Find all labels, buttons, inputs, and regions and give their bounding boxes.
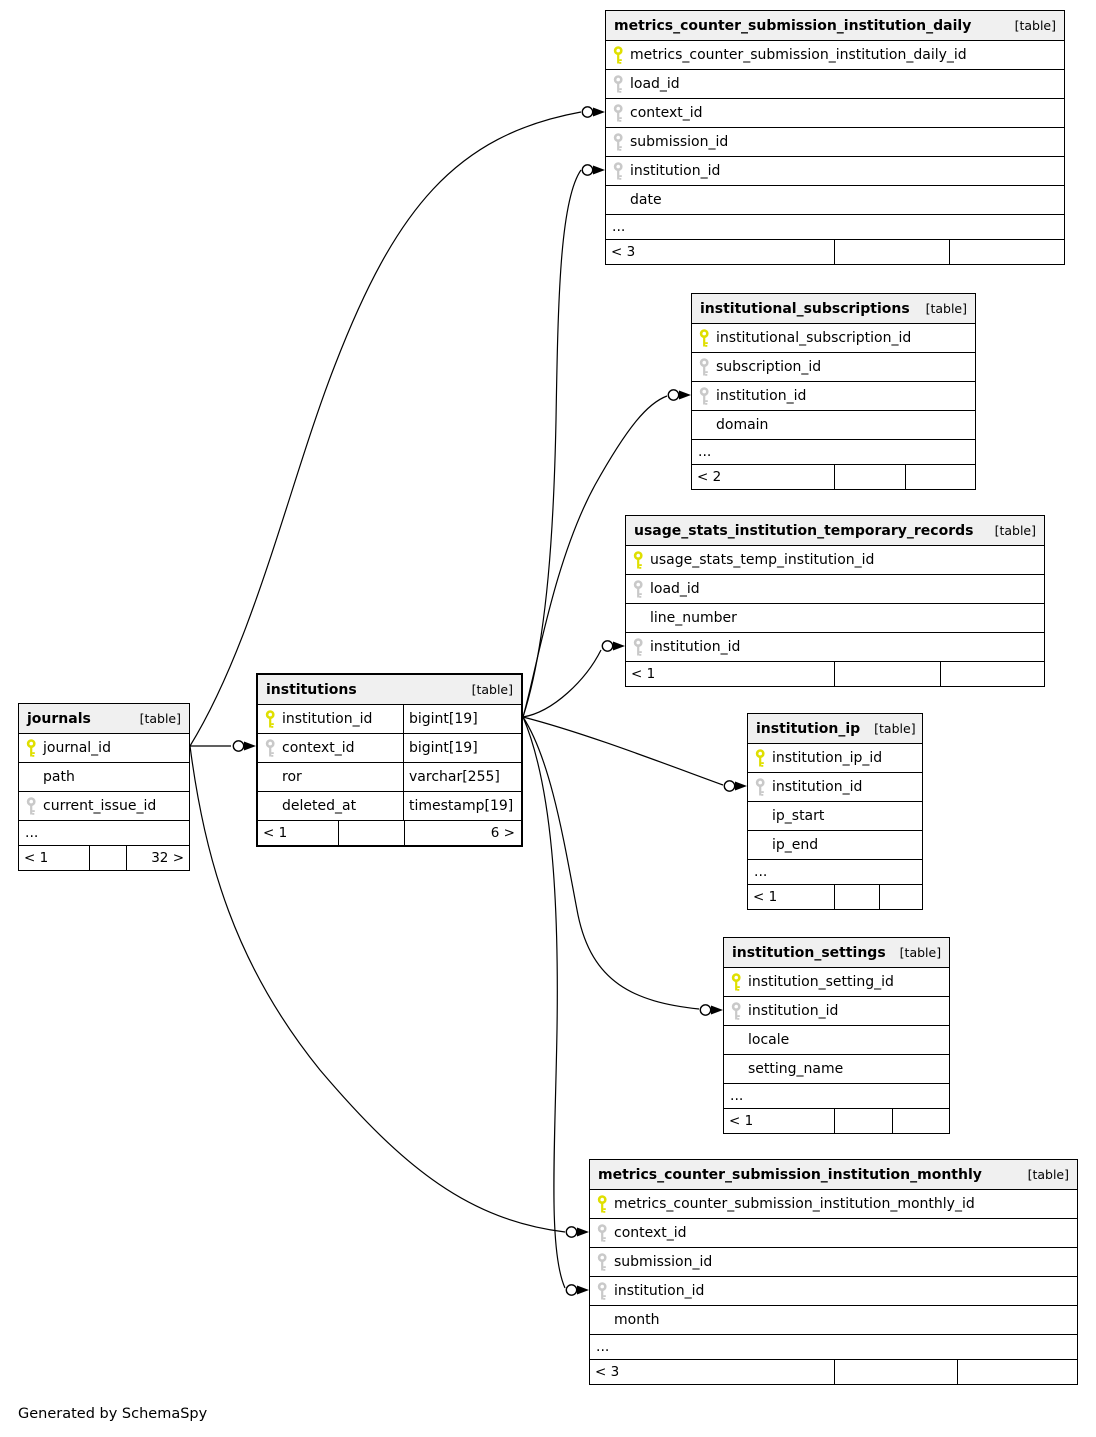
- relationship-edge-institutions.institution_id-to-metrics_counter_submission_institution_daily.institution_id: [523, 170, 581, 717]
- column-row-setting_name: [724, 1054, 949, 1083]
- key-icon-cell: [258, 739, 282, 758]
- column-name: date: [630, 192, 662, 208]
- key-icon-cell: [692, 329, 716, 348]
- column-row-load_id: [606, 69, 1064, 98]
- zero-or-many-dot: [668, 390, 678, 400]
- table-tag: [table]: [874, 721, 916, 736]
- column-name: load_id: [650, 581, 700, 597]
- key-icon-cell: [590, 1253, 614, 1272]
- zero-or-many-dot: [233, 741, 243, 751]
- column-name-cell: [258, 734, 404, 762]
- relationship-edge-journals.journal_id-to-metrics_counter_submission_institution_daily.context_id: [190, 112, 581, 746]
- table-node-usage_stats_institution_temporary_records: [625, 515, 1045, 687]
- generated-by-note: Generated by SchemaSpy: [18, 1406, 208, 1422]
- parent-relations-count: < 1: [729, 1113, 754, 1129]
- table-node-journals: [18, 703, 190, 871]
- column-name: institution_id: [772, 779, 863, 795]
- column-name-cell: [258, 792, 404, 820]
- column-row-institution_id: [748, 772, 922, 801]
- foreign-key-icon: [25, 797, 38, 816]
- edge-arrowhead-icon: [244, 742, 256, 751]
- column-row-institution_id: [258, 704, 521, 733]
- column-type: timestamp[19]: [409, 798, 514, 814]
- column-name: month: [614, 1312, 660, 1328]
- column-name: metrics_counter_submission_institution_daily_id: [630, 47, 967, 63]
- child-relations-count: [940, 662, 1044, 686]
- column-name: locale: [748, 1032, 790, 1048]
- table-tag: [table]: [1027, 1167, 1069, 1182]
- table-node-institutions: [256, 673, 523, 847]
- column-name: setting_name: [748, 1061, 844, 1077]
- child-relations-count: [957, 1360, 1077, 1384]
- column-row-submission_id: [590, 1247, 1077, 1276]
- column-name: institution_id: [748, 1003, 839, 1019]
- key-icon-cell: [724, 973, 748, 992]
- primary-key-icon: [25, 739, 38, 758]
- column-row-usage_stats_temp_institution_id: [626, 545, 1044, 574]
- column-name: deleted_at: [282, 798, 357, 814]
- column-name: institution_id: [716, 388, 807, 404]
- column-name: institution_id: [650, 639, 741, 655]
- edge-arrowhead-icon: [593, 108, 605, 117]
- key-icon-cell: [606, 133, 630, 152]
- column-row-context_id: [590, 1218, 1077, 1247]
- column-row-date: [606, 185, 1064, 214]
- foreign-key-icon: [596, 1224, 609, 1243]
- column-row-month: [590, 1305, 1077, 1334]
- column-name: path: [43, 769, 75, 785]
- relationship-edge-institutions.institution_id-to-usage_stats_institution_temporary_records.institution_id: [523, 650, 601, 717]
- key-icon-cell: [590, 1224, 614, 1243]
- key-icon-cell: [748, 778, 772, 797]
- primary-key-icon: [264, 710, 277, 729]
- table-footer: [19, 845, 189, 870]
- table-node-metrics_counter_submission_institution_monthly: [589, 1159, 1078, 1385]
- foreign-key-icon: [754, 778, 767, 797]
- foreign-key-icon: [612, 162, 625, 181]
- relationship-edge-institutions.institution_id-to-institution_settings.institution_id: [523, 717, 699, 1009]
- zero-or-many-dot: [582, 107, 592, 117]
- primary-key-icon: [754, 749, 767, 768]
- parent-relations-count: < 2: [697, 469, 722, 485]
- key-icon-cell: [692, 358, 716, 377]
- table-name[interactable]: journals: [27, 710, 91, 727]
- child-relations-count: [892, 1109, 949, 1133]
- key-icon-cell: [19, 797, 43, 816]
- column-name: context_id: [630, 105, 703, 121]
- key-icon-cell: [606, 46, 630, 65]
- column-row-submission_id: [606, 127, 1064, 156]
- column-name: domain: [716, 417, 769, 433]
- column-row-ip_start: [748, 801, 922, 830]
- relationship-edge-institutions.institution_id-to-institution_ip.institution_id: [523, 717, 723, 785]
- column-row-metrics_counter_submission_institution_monthly_id: [590, 1189, 1077, 1218]
- column-row-institution_id: [590, 1276, 1077, 1305]
- table-node-institutional_subscriptions: [691, 293, 976, 490]
- more-columns-row: ...: [590, 1334, 1077, 1359]
- foreign-key-icon: [632, 580, 645, 599]
- column-name-cell: [258, 763, 404, 791]
- footer-spacer-cell: [834, 885, 879, 909]
- table-name[interactable]: institutions: [266, 681, 357, 698]
- table-header: [748, 714, 922, 743]
- column-name: institutional_subscription_id: [716, 330, 912, 346]
- key-icon-cell: [258, 710, 282, 729]
- table-header: [626, 516, 1044, 545]
- column-row-journal_id: [19, 733, 189, 762]
- table-header: [590, 1160, 1077, 1189]
- table-name[interactable]: metrics_counter_submission_institution_monthly: [598, 1166, 982, 1183]
- column-name: institution_id: [630, 163, 721, 179]
- table-header: [258, 675, 521, 704]
- column-row-institutional_subscription_id: [692, 323, 975, 352]
- zero-or-many-dot: [602, 641, 612, 651]
- edge-arrowhead-icon: [711, 1006, 723, 1015]
- primary-key-icon: [632, 551, 645, 570]
- column-name-cell: [258, 705, 404, 733]
- column-name: context_id: [282, 740, 355, 756]
- footer-spacer-cell: [834, 1360, 957, 1384]
- table-footer: [748, 884, 922, 909]
- foreign-key-icon: [264, 739, 277, 758]
- column-row-current_issue_id: [19, 791, 189, 820]
- table-node-institution_ip: [747, 713, 923, 910]
- key-icon-cell: [590, 1195, 614, 1214]
- more-columns-row: ...: [724, 1083, 949, 1108]
- footer-spacer-cell: [834, 465, 905, 489]
- key-icon-cell: [626, 580, 650, 599]
- footer-spacer-cell: [834, 662, 940, 686]
- edge-arrowhead-icon: [613, 642, 625, 651]
- parent-relations-count: < 1: [631, 666, 656, 682]
- column-row-path: [19, 762, 189, 791]
- parent-relations-count: < 1: [753, 889, 778, 905]
- table-footer: [626, 661, 1044, 686]
- zero-or-many-dot: [566, 1285, 576, 1295]
- table-name[interactable]: institutional_subscriptions: [700, 300, 910, 317]
- key-icon-cell: [724, 1002, 748, 1021]
- primary-key-icon: [596, 1195, 609, 1214]
- column-name: submission_id: [614, 1254, 713, 1270]
- column-name: institution_ip_id: [772, 750, 883, 766]
- column-row-locale: [724, 1025, 949, 1054]
- parent-relations-count: < 3: [611, 244, 636, 260]
- key-icon-cell: [606, 104, 630, 123]
- table-tag: [table]: [899, 945, 942, 960]
- column-row-context_id: [606, 98, 1064, 127]
- foreign-key-icon: [730, 1002, 743, 1021]
- footer-spacer-cell: [89, 846, 126, 870]
- table-name[interactable]: institution_settings: [732, 944, 886, 961]
- footer-spacer-cell: [834, 240, 949, 264]
- key-icon-cell: [626, 551, 650, 570]
- parent-relations-count: < 1: [24, 850, 49, 866]
- key-icon-cell: [19, 739, 43, 758]
- table-header: [19, 704, 189, 733]
- edge-arrowhead-icon: [577, 1286, 589, 1295]
- table-tag: [table]: [994, 523, 1036, 538]
- child-relations-count: [879, 885, 922, 909]
- foreign-key-icon: [698, 387, 711, 406]
- column-name: metrics_counter_submission_institution_monthly_id: [614, 1196, 975, 1212]
- key-icon-cell: [606, 75, 630, 94]
- table-footer: [590, 1359, 1077, 1384]
- column-row-deleted_at: [258, 791, 521, 820]
- column-row-institution_id: [626, 632, 1044, 661]
- child-relations-count: [949, 240, 1064, 264]
- column-name: load_id: [630, 76, 680, 92]
- table-footer: [258, 820, 521, 845]
- footer-spacer-cell: [834, 1109, 892, 1133]
- column-name: current_issue_id: [43, 798, 157, 814]
- table-header: [692, 294, 975, 323]
- column-row-load_id: [626, 574, 1044, 603]
- child-relations-count: [905, 465, 975, 489]
- column-name: ip_start: [772, 808, 825, 824]
- child-relations-count: 6 >: [404, 821, 520, 845]
- column-row-institution_ip_id: [748, 743, 922, 772]
- table-header: [606, 11, 1064, 40]
- foreign-key-icon: [612, 104, 625, 123]
- child-relations-count: 32 >: [126, 846, 189, 870]
- table-tag: [table]: [471, 682, 513, 697]
- more-columns-row: ...: [692, 439, 975, 464]
- column-row-institution_id: [724, 996, 949, 1025]
- zero-or-many-dot: [566, 1227, 576, 1237]
- key-icon-cell: [748, 749, 772, 768]
- edge-arrowhead-icon: [735, 782, 747, 791]
- relationship-edge-institutions.institution_id-to-metrics_counter_submission_institution_monthly.institution_id: [523, 717, 565, 1288]
- table-name[interactable]: metrics_counter_submission_institution_daily: [614, 17, 972, 34]
- edge-arrowhead-icon: [577, 1228, 589, 1237]
- edge-arrowhead-icon: [593, 166, 605, 175]
- key-icon-cell: [606, 162, 630, 181]
- more-columns-row: ...: [748, 859, 922, 884]
- table-tag: [table]: [1014, 18, 1056, 33]
- column-name: ip_end: [772, 837, 819, 853]
- table-footer: [692, 464, 975, 489]
- edge-arrowhead-icon: [679, 391, 691, 400]
- foreign-key-icon: [698, 358, 711, 377]
- column-name: journal_id: [43, 740, 111, 756]
- column-row-domain: [692, 410, 975, 439]
- table-name[interactable]: institution_ip: [756, 720, 861, 737]
- foreign-key-icon: [612, 133, 625, 152]
- zero-or-many-dot: [724, 781, 734, 791]
- table-node-metrics_counter_submission_institution_daily: [605, 10, 1065, 265]
- zero-or-many-dot: [582, 165, 592, 175]
- column-row-subscription_id: [692, 352, 975, 381]
- table-tag: [table]: [925, 301, 967, 316]
- more-columns-row: ...: [19, 820, 189, 845]
- column-row-institution_id: [692, 381, 975, 410]
- parent-relations-count: < 1: [263, 825, 288, 841]
- foreign-key-icon: [596, 1253, 609, 1272]
- table-header: [724, 938, 949, 967]
- parent-relations-count: < 3: [595, 1364, 620, 1380]
- column-row-context_id: [258, 733, 521, 762]
- column-name: line_number: [650, 610, 737, 626]
- table-name[interactable]: usage_stats_institution_temporary_records: [634, 522, 974, 539]
- footer-spacer-cell: [338, 821, 404, 845]
- table-node-institution_settings: [723, 937, 950, 1134]
- column-row-line_number: [626, 603, 1044, 632]
- column-type: bigint[19]: [409, 740, 478, 756]
- column-name: context_id: [614, 1225, 687, 1241]
- column-name: subscription_id: [716, 359, 822, 375]
- column-name: institution_setting_id: [748, 974, 894, 990]
- column-name: ror: [282, 769, 302, 785]
- column-type: varchar[255]: [409, 769, 500, 785]
- column-type: bigint[19]: [409, 711, 478, 727]
- column-row-ip_end: [748, 830, 922, 859]
- foreign-key-icon: [632, 638, 645, 657]
- column-row-institution_setting_id: [724, 967, 949, 996]
- primary-key-icon: [730, 973, 743, 992]
- key-icon-cell: [590, 1282, 614, 1301]
- primary-key-icon: [698, 329, 711, 348]
- foreign-key-icon: [596, 1282, 609, 1301]
- table-footer: [606, 239, 1064, 264]
- column-row-ror: [258, 762, 521, 791]
- table-tag: [table]: [139, 711, 181, 726]
- column-row-metrics_counter_submission_institution_daily_id: [606, 40, 1064, 69]
- column-name: institution_id: [282, 711, 373, 727]
- more-columns-row: ...: [606, 214, 1064, 239]
- key-icon-cell: [692, 387, 716, 406]
- key-icon-cell: [626, 638, 650, 657]
- zero-or-many-dot: [700, 1005, 710, 1015]
- column-name: usage_stats_temp_institution_id: [650, 552, 875, 568]
- column-name: submission_id: [630, 134, 729, 150]
- table-footer: [724, 1108, 949, 1133]
- primary-key-icon: [612, 46, 625, 65]
- column-name: institution_id: [614, 1283, 705, 1299]
- column-row-institution_id: [606, 156, 1064, 185]
- foreign-key-icon: [612, 75, 625, 94]
